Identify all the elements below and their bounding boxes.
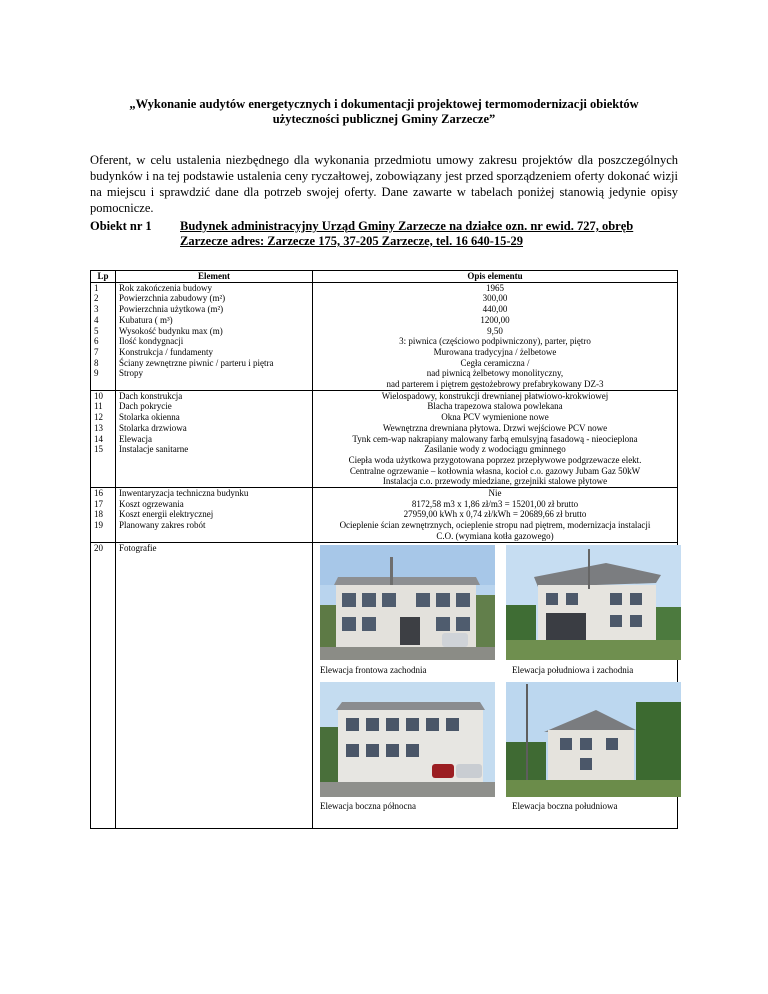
photo-caption: Elewacja południowa i zachodnia [512, 664, 634, 675]
header-lp: Lp [91, 271, 116, 283]
cell-lp: 1 2 3 4 5 6 7 8 9 [91, 282, 116, 390]
intro-paragraph: Oferent, w celu ustalenia niezbędnego dla wykonania przedmiotu umowy zakresu projektów dla poszczególnych budynków i na tej podstawie ustalenia ceny ryczałtowej, zobowiązany jest przed sporządzeniem oferty dokonać wizji na miejscu i sprawdzić dane dla potrzeb swojej oferty. Dane zawarte w tabelach poniżej stanowią jedynie opisy pomocnicze. [90, 153, 678, 215]
cell-element: Dach konstrukcja Dach pokrycie Stolarka okienna Stolarka drzwiowa Elewacja Instalacje sanitarne [116, 390, 313, 487]
cell-element: Fotografie [116, 542, 313, 828]
object-label: Obiekt nr 1 [90, 219, 152, 233]
table-row [91, 390, 678, 487]
cell-lp: 10 11 12 13 14 15 [91, 390, 116, 487]
photo-north [320, 682, 495, 797]
spec-table [90, 270, 678, 829]
table-header-row [91, 271, 678, 283]
photo-caption: Elewacja frontowa zachodnia [320, 664, 427, 675]
cell-opis: 1965 300,00 440,00 1200,00 9,50 3: piwnica (częściowo podpiwniczony), parter, piętro Murowana tradycyjna / żelbetowe Cegła ceramiczna / nad piwnicą żelbetowy monolityczny, nad parterem i piętrem gęstożebrowy prefabrykowany DZ-3 [313, 282, 678, 390]
photo-caption: Elewacja boczna północna [320, 800, 416, 811]
cell-element: Inwentaryzacja techniczna budynku Koszt ogrzewania Koszt energii elektrycznej Planowany zakres robót [116, 488, 313, 543]
cell-lp: 20 [91, 542, 116, 828]
cell-opis: Nie 8172,58 m3 x 1,86 zł/m3 = 15201,00 zł brutto 27959,00 kWh x 0,74 zł/kWh = 20689,66 zł brutto Ocieplenie ścian zewnętrznych, ocieplenie stropu nad piętrem, modernizacja instalacji C.O. (wymiana kotła gazowego) [313, 488, 678, 543]
cell-opis: Wielospadowy, konstrukcji drewnianej płatwiowo-krokwiowej Blacha trapezowa stalowa powlekana Okna PCV wymienione nowe Wewnętrzna drewniana płytowa. Drzwi wejściowe PCV nowe Tynk cem-wap nakrapiany malowany farbą emulsyjną fasadową - nieocieplona Zasilanie wody z wodociągu gminnego Ciepła woda użytkowa przygotowana poprzez przepływowe podgrzewacze elekt. Centralne ogrzewanie – kotłownia własna, kocioł c.o. gazowy Jubam Gaz 50kW Instalacja c.o. przewody miedziane, grzejniki stalowe płytowe [313, 390, 678, 487]
cell-element: Rok zakończenia budowy Powierzchnia zabudowy (m²) Powierzchnia użytkowa (m²) Kubatura ( m³) Wysokość budynku max (m) Ilość kondygnacji Konstrukcja / fundamenty Ściany zewnętrzne piwnic / parteru i piętra Stropy [116, 282, 313, 390]
cell-photos [313, 542, 678, 828]
header-element: Element [116, 271, 313, 283]
photo-south-west [506, 545, 681, 660]
photo-caption: Elewacja boczna południowa [512, 800, 618, 811]
table-row [91, 542, 678, 828]
table-row [91, 282, 678, 390]
object-title: Budynek administracyjny Urząd Gminy Zarzecze na działce ozn. nr ewid. 727, obręb Zarzecze adres: Zarzecze 175, 37-205 Zarzecze, tel. 16 640-15-29 [180, 219, 634, 248]
cell-lp: 16 17 18 19 [91, 488, 116, 543]
photo-front-west [320, 545, 495, 660]
photo-south [506, 682, 681, 797]
header-opis: Opis elementu [313, 271, 678, 283]
table-row [91, 488, 678, 543]
document-title: „Wykonanie audytów energetycznych i dokumentacji projektowej termomodernizacji obiektów użyteczności publicznej Gminy Zarzecze” [129, 97, 639, 126]
photo-grid [316, 543, 674, 827]
